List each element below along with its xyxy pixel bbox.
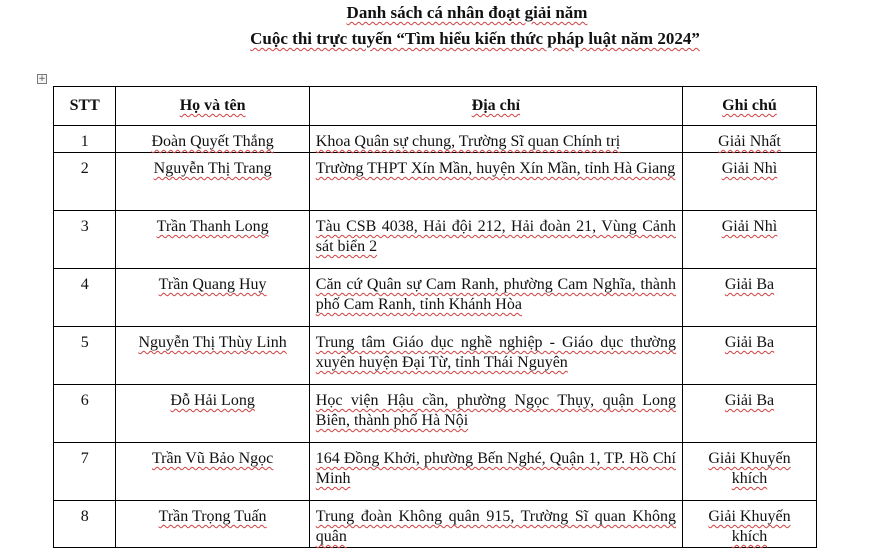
cell-name [116,126,309,153]
cell-note [682,153,816,211]
cell-note-text: Giải Nhì [721,160,778,177]
move-icon: + [38,74,46,84]
cell-note [682,126,816,153]
cell-name [116,269,309,327]
cell-address-text: Trung tâm Giáo dục nghề nghiệp - Giáo dục thường xuyên huyện Đại Từ, tỉnh Thái Nguyên [315,334,676,371]
table-row [54,153,817,211]
document-title-text: Danh sách cá nhân đoạt giải năm [346,3,588,22]
cell-address [309,153,682,211]
cell-address [309,126,682,153]
cell-note [682,269,816,327]
cell-address [309,443,682,501]
table-row [54,443,817,501]
table-row [54,385,817,443]
cell-name-text: Trần Thanh Long [156,218,269,235]
cell-note [682,501,816,548]
cell-stt: 4 [54,269,116,327]
cell-address-text: Trường THPT Xín Mần, huyện Xín Mần, tỉnh Hà Giang [315,160,676,177]
table-row [54,327,817,385]
table-move-handle[interactable] [37,74,47,84]
cell-note [682,385,816,443]
document-subtitle [40,29,870,49]
cell-note-text: Giải Ba [724,276,775,293]
cell-note-text: Giải Nhất [718,133,781,150]
cell-note-text: Giải Khuyến khích [708,450,791,487]
cell-address-text: Học viện Hậu cần, phường Ngọc Thụy, quận Long Biên, thành phố Hà Nội [315,392,676,429]
cell-stt: 1 [54,126,116,153]
cell-address-text: Khoa Quân sự chung, Trường Sĩ quan Chính trị [315,133,621,150]
cell-address [309,385,682,443]
cell-name [116,385,309,443]
cell-address [309,327,682,385]
cell-stt: 3 [54,211,116,269]
cell-name-text: Trần Trọng Tuấn [158,508,267,525]
table-row [54,501,817,548]
table-row [54,211,817,269]
cell-note-text: Giải Nhì [721,218,778,235]
cell-name-text: Trần Quang Huy [158,276,267,293]
cell-address-text: Trung đoàn Không quân 915, Trường Sĩ quan Không quân [315,508,676,545]
cell-name [116,327,309,385]
cell-name-text: Nguyễn Thị Trang [153,160,272,177]
cell-name [116,501,309,548]
cell-name-text: Đoàn Quyết Thắng [151,133,274,150]
cell-stt: 8 [54,501,116,548]
cell-stt: 6 [54,385,116,443]
header-name [116,87,309,126]
header-address-text: Địa chỉ [471,97,521,114]
table-row [54,126,817,153]
cell-note-text: Giải Khuyến khích [708,508,791,545]
document-title [32,3,870,23]
table-row [54,269,817,327]
cell-address-text: 164 Đồng Khởi, phường Bến Nghé, Quận 1, TP. Hồ Chí Minh [315,450,676,487]
cell-name [116,153,309,211]
cell-name-text: Nguyễn Thị Thùy Linh [138,334,287,351]
cell-address [309,269,682,327]
cell-note-text: Giải Ba [724,392,775,409]
document-subtitle-text: Cuộc thi trực tuyến “Tìm hiểu kiến thức pháp luật năm 2024” [250,29,700,48]
cell-address-text: Căn cứ Quân sự Cam Ranh, phường Cam Nghĩa, thành phố Cam Ranh, tỉnh Khánh Hòa [315,276,676,313]
cell-note [682,443,816,501]
cell-name [116,211,309,269]
cell-name-text: Đỗ Hải Long [170,392,255,409]
cell-name-text: Trần Vũ Bảo Ngọc [151,450,274,467]
header-name-text: Họ và tên [179,97,246,114]
cell-note [682,211,816,269]
header-stt: STT [54,87,116,126]
header-note-text: Ghi chú [722,97,777,114]
cell-stt: 2 [54,153,116,211]
cell-name [116,443,309,501]
header-note [682,87,816,126]
winners-table [53,86,817,548]
cell-stt: 5 [54,327,116,385]
cell-note [682,327,816,385]
table-header-row [54,87,817,126]
header-address [309,87,682,126]
cell-address-text: Tàu CSB 4038, Hải đội 212, Hải đoàn 21, Vùng Cảnh sát biển 2 [315,218,676,255]
cell-address [309,501,682,548]
cell-stt: 7 [54,443,116,501]
cell-address [309,211,682,269]
cell-note-text: Giải Ba [724,334,775,351]
